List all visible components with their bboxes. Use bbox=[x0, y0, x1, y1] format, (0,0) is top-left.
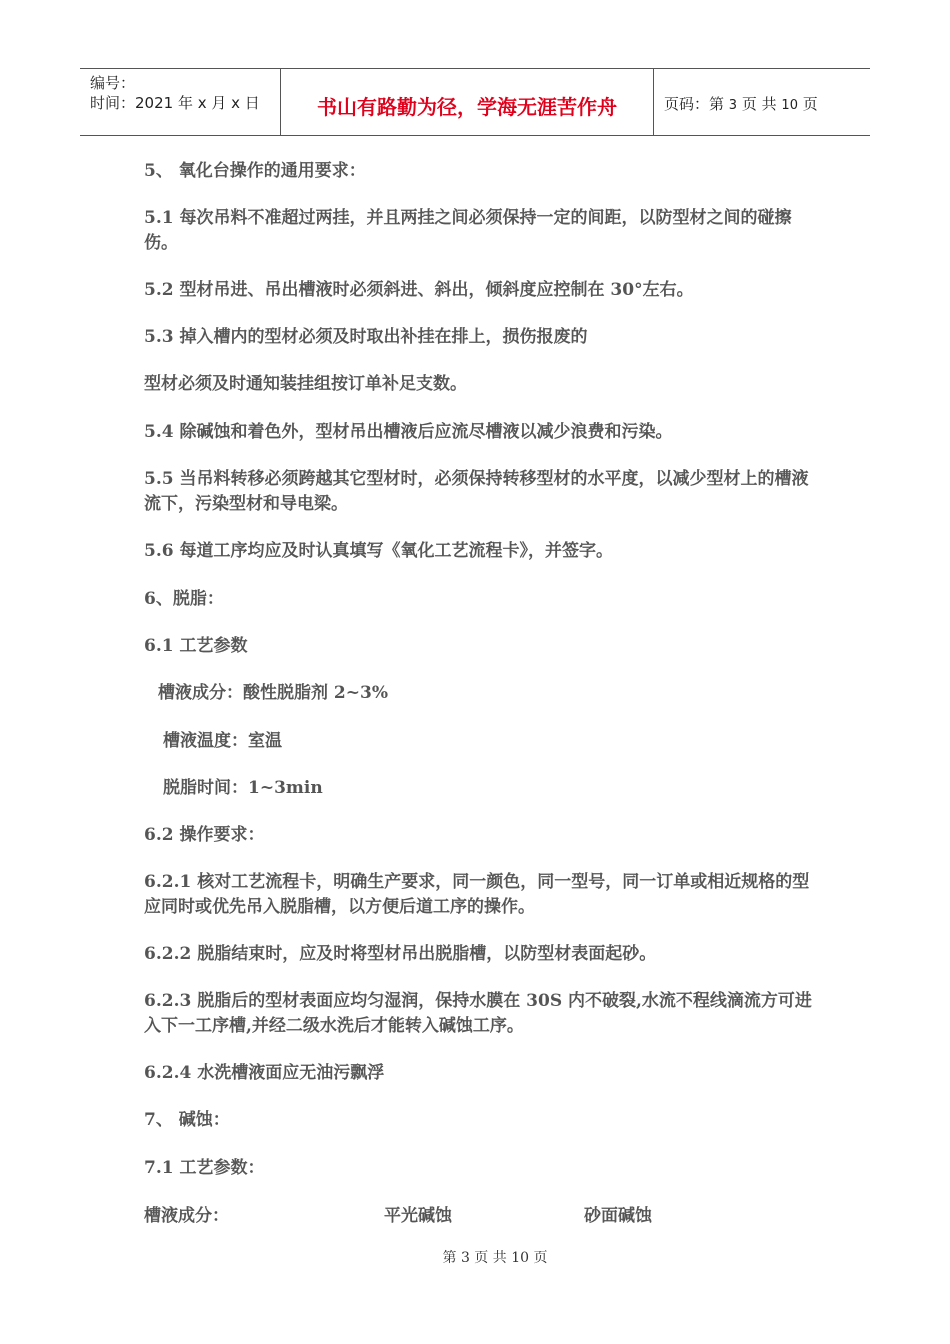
table-col-composition: 槽液成分： bbox=[144, 1206, 229, 1226]
bath-temperature: 槽液温度：室温 bbox=[163, 731, 282, 751]
paragraph-5-2: 5.2 型材吊进、吊出槽液时必须斜进、斜出，倾斜度应控制在 30°左右。 bbox=[144, 280, 694, 300]
document-number-label: 编号： bbox=[90, 74, 136, 92]
section-5-heading: 5、 氧化台操作的通用要求： bbox=[144, 161, 366, 181]
section-7-heading: 7、 碱蚀： bbox=[144, 1110, 230, 1130]
bath-composition: 槽液成分：酸性脱脂剂 2~3% bbox=[158, 683, 388, 703]
header-motto: 书山有路勤为径，学海无涯苦作舟 bbox=[317, 95, 617, 119]
table-col-flat-etch: 平光碱蚀 bbox=[384, 1206, 452, 1226]
paragraph-5-3-cont: 型材必须及时通知装挂组按订单补足支数。 bbox=[144, 374, 467, 394]
paragraph-5-4: 5.4 除碱蚀和着色外，型材吊出槽液后应流尽槽液以减少浪费和污染。 bbox=[144, 422, 673, 442]
paragraph-5-3: 5.3 掉入槽内的型材必须及时取出补挂在排上，损伤报废的 bbox=[144, 327, 588, 347]
page-mid: 页 共 bbox=[741, 95, 777, 113]
page-prefix: 页码：第 bbox=[664, 95, 725, 113]
header-info-cell bbox=[80, 69, 281, 135]
table-col-matte-etch: 砂面碱蚀 bbox=[584, 1206, 652, 1226]
paragraph-6-2-3: 6.2.3 脱脂后的型材表面应均匀湿润，保持水膜在 30S 内不破裂,水流不程线滴流方可进入下一工序槽,并经二级水洗后才能转入碱蚀工序。 bbox=[144, 991, 812, 1036]
page-current: 3 bbox=[728, 98, 738, 113]
document-date: 时间：2021 年 x 月 x 日 bbox=[90, 94, 260, 112]
header-page-cell bbox=[654, 69, 870, 135]
paragraph-6-2-2: 6.2.2 脱脂结束时，应及时将型材吊出脱脂槽，以防型材表面起砂。 bbox=[144, 944, 657, 964]
paragraph-5-6: 5.6 每道工序均应及时认真填写《氧化工艺流程卡》，并签字。 bbox=[144, 541, 613, 561]
paragraph-5-5: 5.5 当吊料转移必须跨越其它型材时，必须保持转移型材的水平度，以减少型材上的槽液流下，污染型材和导电梁。 bbox=[144, 469, 809, 514]
paragraph-5-1: 5.1 每次吊料不准超过两挂，并且两挂之间必须保持一定的间距，以防型材之间的碰擦伤。 bbox=[144, 208, 792, 253]
page-header bbox=[80, 68, 870, 136]
page-footer: 第 3 页 共 10 页 bbox=[442, 1250, 548, 1266]
degreasing-time: 脱脂时间：1~3min bbox=[163, 778, 323, 798]
page-total: 10 bbox=[781, 98, 798, 113]
section-6-heading: 6、脱脂： bbox=[144, 589, 224, 609]
paragraph-6-2-4: 6.2.4 水洗槽液面应无油污飘浮 bbox=[144, 1063, 385, 1083]
subsection-6-1: 6.1 工艺参数 bbox=[144, 636, 248, 656]
page-suffix: 页 bbox=[802, 95, 818, 113]
subsection-7-1: 7.1 工艺参数： bbox=[144, 1158, 265, 1178]
subsection-6-2: 6.2 操作要求： bbox=[144, 825, 265, 845]
paragraph-6-2-1: 6.2.1 核对工艺流程卡，明确生产要求，同一颜色，同一型号，同一订单或相近规格的型应同时或优先吊入脱脂槽，以方便后道工序的操作。 bbox=[144, 872, 810, 917]
header-motto-cell bbox=[281, 69, 654, 135]
etching-table-header bbox=[144, 1204, 824, 1229]
